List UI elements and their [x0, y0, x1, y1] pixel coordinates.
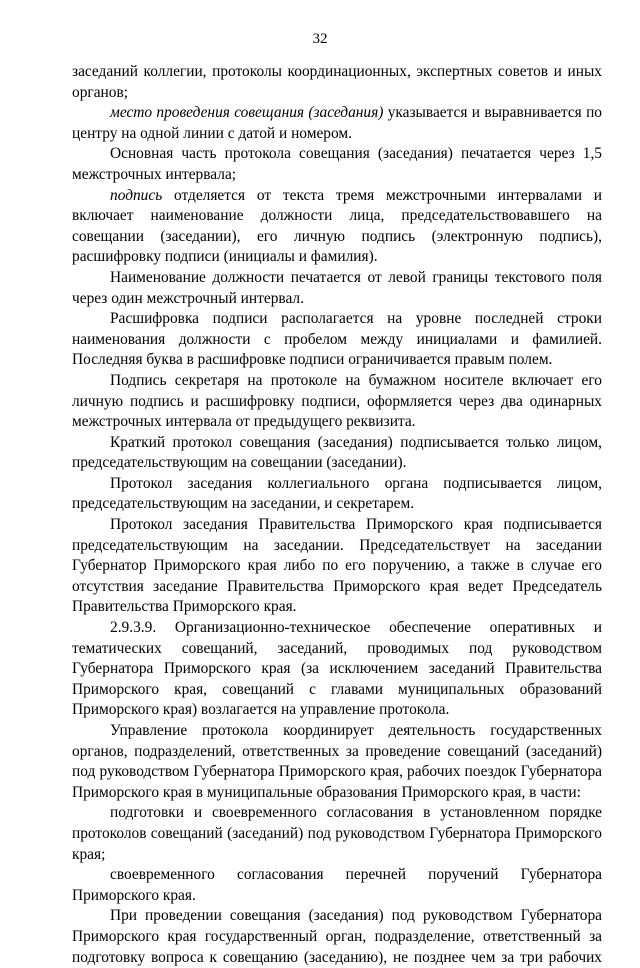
paragraph-4: подпись отделяется от текста тремя межстрочными интервалами и включает наименование должности лица, председательствовавшего на совещании (заседании), его личную подпись (электронную подпись), расшифровку подписи (инициалы и фамилия). — [72, 186, 602, 266]
paragraph-8: Краткий протокол совещания (заседания) подписывается только лицом, председательствующим на совещании (заседании). — [72, 433, 602, 472]
paragraph-7: Подпись секретаря на протоколе на бумажном носителе включает его личную подпись и расшифровку подписи, оформляется через два одинарных межстрочных интервала от предыдущего реквизита. — [72, 371, 602, 431]
paragraph-10: Протокол заседания Правительства Приморского края подписывается председательствующим на заседании. Председательствует на заседании Губернатор Приморского края либо по его поручению, а также в случае его отсутствия заседание Правительства Приморского края ведет Председатель Правительства Приморского края. — [72, 516, 602, 616]
paragraph-1: заседаний коллегии, протоколы координационных, экспертных советов и иных органов; — [72, 63, 602, 101]
paragraph-6: Расшифровка подписи располагается на уровне последней строки наименования должности с пробелом между инициалами и фамилией. Последняя буква в расшифровке подписи ограничивается правым полем. — [72, 310, 602, 369]
paragraph-5: Наименование должности печатается от левой границы текстового поля через один межстрочный интервал. — [72, 268, 602, 307]
paragraph-3: Основная часть протокола совещания (заседания) печатается через 1,5 межстрочных интервала; — [72, 145, 602, 183]
page-number: 32 — [312, 31, 328, 47]
paragraph-14: своевременного согласования перечней поручений Губернатора Приморского края. — [72, 866, 602, 904]
paragraph-12: Управление протокола координирует деятельность государственных органов, подразделений, ответственных за проведение совещаний (заседаний) под руководством Губернатора Приморского края, рабочих поездок Губернатора Приморского края в муниципальные образования Приморского края, в части: — [72, 722, 602, 801]
italic-term: подпись — [110, 186, 163, 204]
paragraph-15: При проведении совещания (заседания) под руководством Губернатора Приморского края государственный орган, подразделение, ответственный за подготовку вопроса к совещанию (заседанию), не позднее чем за три рабочих — [72, 907, 602, 966]
paragraph-13: подготовки и своевременного согласования в установленном порядке протоколов совещаний (заседаний) под руководством Губернатора Приморского края; — [72, 804, 602, 863]
paragraph-9: Протокол заседания коллегиального органа подписывается лицом, председательствующим на заседании, и секретарем. — [72, 474, 602, 513]
italic-term: место проведения совещания (заседания) — [110, 104, 384, 122]
paragraph-2: место проведения совещания (заседания) указывается и выравнивается по центру на одной линии с датой и номером. — [72, 104, 602, 142]
paragraph-11: 2.9.3.9. Организационно-техническое обеспечение оперативных и тематических совещаний, заседаний, проводимых под руководством Губернатора Приморского края (за исключением заседаний Правительства Приморского края, совещаний с главами муниципальных образований Приморского края) возлагается на управление протокола. — [72, 619, 602, 719]
document-body — [72, 62, 602, 968]
